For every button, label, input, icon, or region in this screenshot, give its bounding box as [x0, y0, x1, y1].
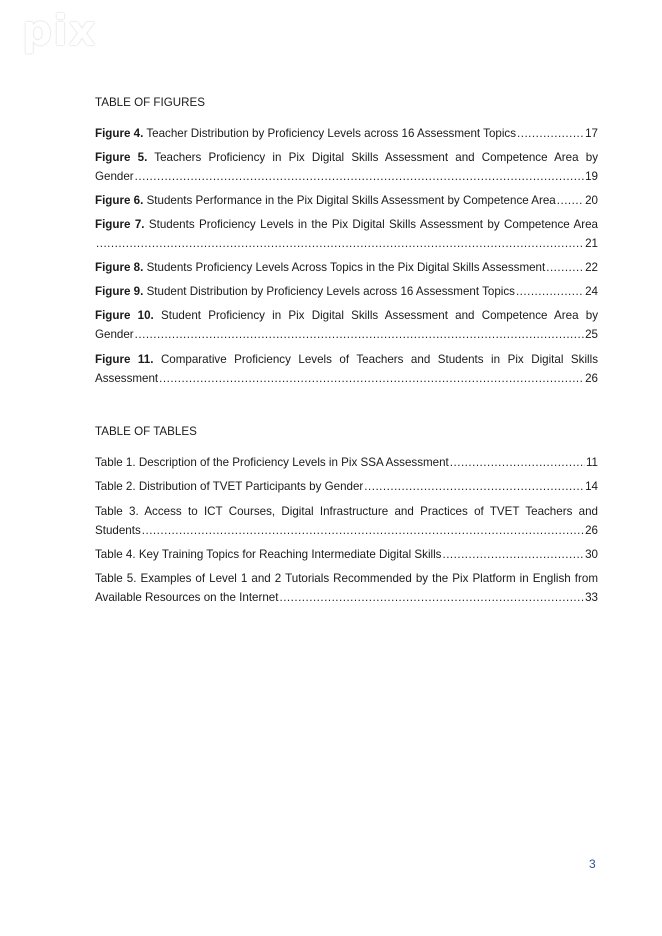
figure-label: Figure 11. [95, 353, 154, 366]
page-ref: 11 [585, 456, 598, 469]
figure-title: Students Performance in the Pix Digital Skills Assessment by Competence Area [146, 194, 556, 207]
page-ref: 21 [585, 237, 598, 250]
toc-entry-figure-11[interactable] [95, 350, 598, 388]
table-title: Table 2. Distribution of TVET Participants by Gender [95, 480, 364, 493]
figure-label: Figure 4. [95, 127, 144, 140]
figure-label: Figure 10. [95, 309, 154, 322]
page-number: 3 [589, 857, 596, 871]
page-ref: 17 [585, 127, 598, 140]
figure-title-cont: Gender [95, 170, 134, 183]
figure-title: Students Proficiency Levels in the Pix Digital Skills Assessment by Competence Area [148, 218, 598, 231]
toc-entry-table-1[interactable] [95, 453, 598, 472]
page-ref: 14 [585, 480, 598, 493]
figure-label: Figure 9. [95, 285, 144, 298]
page-ref: 33 [585, 591, 598, 604]
page-ref: 30 [585, 548, 598, 561]
figure-label: Figure 5. [95, 151, 148, 164]
table-title: Table 5. Examples of Level 1 and 2 Tutorials Recommended by the Pix Platform in English from [95, 572, 598, 585]
toc-entry-figure-7[interactable] [95, 215, 598, 253]
page-ref: 25 [585, 328, 598, 341]
figure-label: Figure 7. [95, 218, 145, 231]
pix-logo-watermark: pix [22, 6, 97, 55]
toc-entry-table-5[interactable] [95, 569, 598, 607]
toc-entry-table-2[interactable] [95, 477, 598, 496]
page-ref: 20 [585, 194, 598, 207]
toc-entry-figure-5[interactable] [95, 148, 598, 186]
tables-heading: TABLE OF TABLES [95, 425, 197, 438]
figure-label: Figure 6. [95, 194, 144, 207]
figures-heading: TABLE OF FIGURES [95, 96, 205, 109]
table-title-cont: Available Resources on the Internet [95, 591, 279, 604]
page-ref: 19 [585, 170, 598, 183]
toc-entry-table-3[interactable] [95, 502, 598, 540]
figure-title-cont: Assessment [95, 372, 159, 385]
page-ref: 24 [585, 285, 598, 298]
table-title: Table 1. Description of the Proficiency Levels in Pix SSA Assessment [95, 456, 449, 469]
page-ref: 22 [585, 261, 598, 274]
page-ref: 26 [585, 524, 598, 537]
figure-title: Teachers Proficiency in Pix Digital Skills Assessment and Competence Area by [154, 151, 598, 164]
figure-title: Student Proficiency in Pix Digital Skills Assessment and Competence Area by [161, 309, 598, 322]
toc-entry-figure-10[interactable] [95, 306, 598, 344]
toc-entry-table-4[interactable] [95, 545, 598, 564]
figure-title: Student Distribution by Proficiency Levels across 16 Assessment Topics [146, 285, 515, 298]
toc-entry-figure-4[interactable] [95, 124, 598, 143]
figure-title-cont: Gender [95, 328, 134, 341]
figure-label: Figure 8. [95, 261, 144, 274]
table-title-cont: Students [95, 524, 141, 537]
figure-title: Students Proficiency Levels Across Topics in the Pix Digital Skills Assessment [146, 261, 546, 274]
figure-title: Teacher Distribution by Proficiency Levels across 16 Assessment Topics [146, 127, 517, 140]
toc-entry-figure-6[interactable] [95, 191, 598, 210]
toc-entry-figure-9[interactable] [95, 282, 598, 301]
toc-entry-figure-8[interactable] [95, 258, 598, 277]
table-title: Table 3. Access to ICT Courses, Digital Infrastructure and Practices of TVET Teachers and [95, 505, 598, 518]
page-ref: 26 [585, 372, 598, 385]
table-title: Table 4. Key Training Topics for Reaching Intermediate Digital Skills [95, 548, 442, 561]
figure-title: Comparative Proficiency Levels of Teachers and Students in Pix Digital Skills [160, 353, 598, 366]
